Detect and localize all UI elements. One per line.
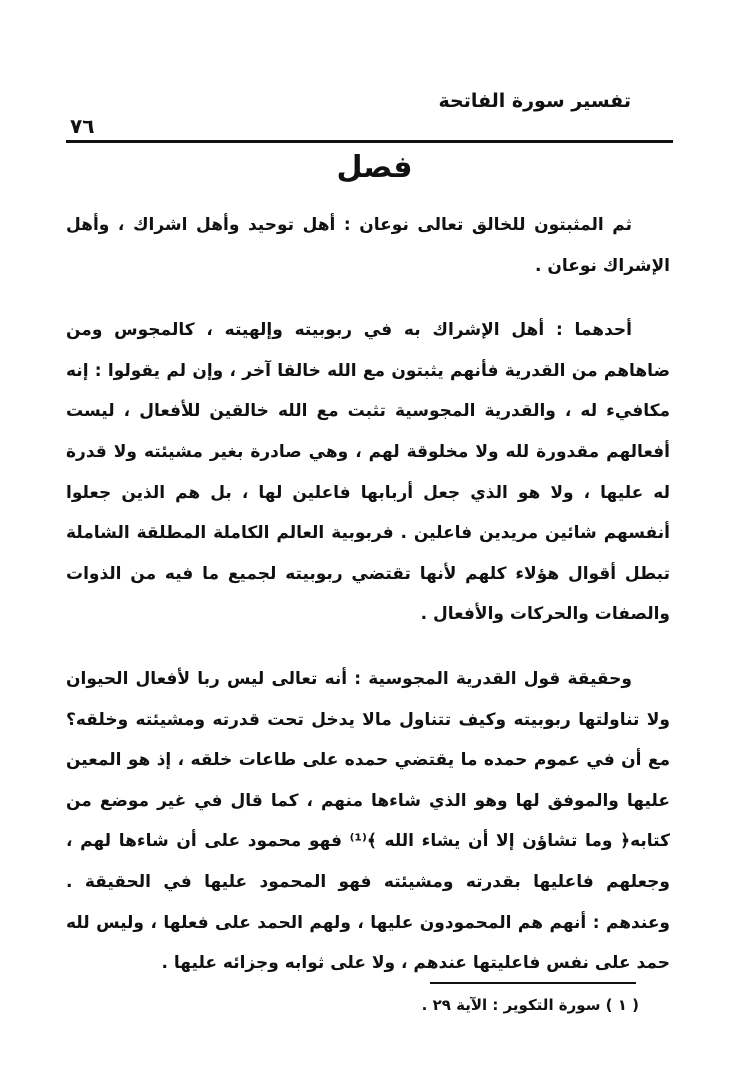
- paragraph-2: أحدهما : أهل الإشراك به في ربوبيته وإلهيته ، كالمجوس ومن ضاهاهم من القدرية فأنهم يثبتون مع الله خالقا آخر ، وإن لم يقولوا : إنه مكافيء له ، والقدرية المجوسية تثبت مع الله خالقين للأفعال ، ليست أفعالهم مقدورة لله ولا مخلوقة لهم ، وهي صادرة بغير مشيئته ولا قدرة له عليها ، ولا هو الذي جعل أربابها فاعلين لها ، بل هم الذين جعلوا أنفسهم شائين مريدين فاعلين . فربوبية العالم الكاملة المطلقة الشاملة تبطل أقوال هؤلاء كلهم لأنها تقتضي ربوبيته لجميع ما فيه من الذوات والصفات والحركات والأفعال .: [66, 320, 670, 625]
- paragraph-1: ثم المثبتون للخالق تعالى نوعان : أهل توحيد وأهل اشراك ، وأهل الإشراك نوعان .: [66, 215, 670, 276]
- running-title: تفسير سورة الفاتحة: [438, 90, 631, 112]
- body-text: [66, 205, 670, 984]
- footnote-rule: [430, 982, 636, 984]
- page-number: ٧٦: [70, 114, 95, 138]
- paragraph-3: وحقيقة قول القدرية المجوسية : أنه تعالى ليس ربا لأفعال الحيوان ولا تناولتها ربوبيته وكيف تتناول مالا يدخل تحت قدرته ومشيئته وخلقه؟ مع أن في عموم حمده ما يقتضي حمده على طاعات خلقه ، إذ هو المعين عليها والموفق لها وهو الذي شاءها منهم ، كما قال في غير موضع من كتابه﴿ وما تشاؤن إلا أن يشاء الله ﴾⁽¹⁾ فهو محمود على أن شاءها لهم ، وجعلهم فاعليها بقدرته ومشيئته فهو المحمود عليها في الحقيقة . وعندهم : أنهم هم المحمودون عليها ، ولهم الحمد على فعلها ، وليس لله حمد على نفس فاعليتها عندهم ، ولا على ثوابه وجزائه عليها .: [66, 668, 671, 974]
- footnote: ( ١ ) سورة التكوير : الآية ٢٩ .: [421, 996, 639, 1014]
- header-rule: [66, 140, 673, 143]
- section-heading: فصل: [336, 150, 413, 185]
